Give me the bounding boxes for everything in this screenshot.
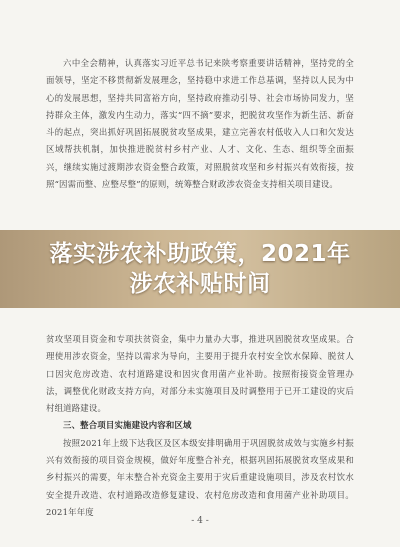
page-number: - 4 - (191, 516, 209, 526)
title-banner (0, 230, 400, 308)
banner-title-line-2: 涉农补贴时间 (129, 271, 271, 297)
document-middle-section (46, 331, 354, 521)
paragraph: 按照2021年上级下达我区及区本级安排明确用于巩固脱贫成效与实施乡村振兴有效衔接的项目资金规模，做好年度整合补充，根据巩固拓展脱贫攻坚成果和乡村振兴的需要，年末整合补充资金主要用于灾后重建设施项目，涉及农村饮水安全提升改造、农村道路改造修复建设、农村危房改造和食用菌产业补助项目。2021年年度 (46, 437, 354, 517)
paragraph: 六中全会精神，认真落实习近平总书记来陕考察重要讲话精神，坚持党的全面领导，坚定不移贯彻新发展理念，坚持稳中求进工作总基调，坚持以人民为中心的发展思想，坚持共同富裕方向，坚持政府推动引导、社会市场协同发力，坚持群众主体，激发内生动力，落实“四不摘”要求，把脱贫攻坚作为新生活、新奋斗的起点，突出抓好巩固拓展脱贫攻坚成果，建立完善农村低收入人口和欠发达区域帮扶机制，加快推进脱贫村乡村产业、人才、文化、生态、组织等全面振兴，继续实施过渡期涉农资金整合政策，对照脱贫攻坚和乡村振兴有效衔接，按照“因需而整、应整尽整”的原则，统筹整合财政涉农资金支持相关项目建设。 (46, 58, 354, 190)
paragraph: 贫攻坚项目资金和专项扶贫资金，集中力量办大事，推进巩固脱贫攻坚成果。合理使用涉农资金，坚持以需求为导向，主要用于提升农村安全饮水保障、脱贫人口因灾危房改造、农村道路建设和因灾食用菌产业补助。按照衔接资金管理办法，调整优化财政支持方向，对部分未实施项目及时调整用于已开工建设的灾后村组道路建设。 (46, 334, 354, 414)
banner-title-line-1: 落实涉农补助政策，2021年 (49, 241, 351, 267)
section-heading: 三、整合项目实施建设内容和区域 (63, 420, 192, 431)
